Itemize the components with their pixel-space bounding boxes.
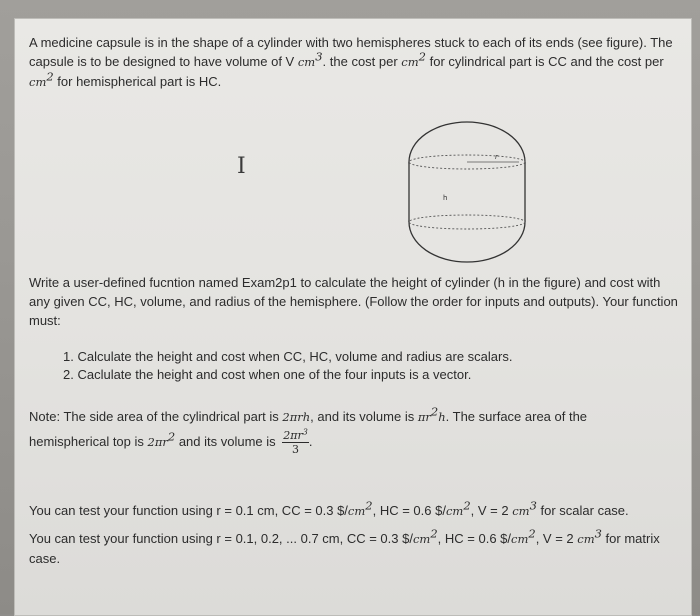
capsule-figure	[407, 117, 557, 267]
task-description: Write a user-defined fucntion named Exam2p1 to calculate the height of cylinder (h in the figure) and cost with any given CC, HC, volume, and radius of the hemisphere. (Follow the order for inputs and outputs). Your function must:	[29, 275, 678, 328]
radius-label: r	[495, 153, 498, 161]
problem-intro: A medicine capsule is in the shape of a cylinder with two hemispheres stuck to each of its ends (see figure). The capsule is to be designed to have volume of V $cm^3$. the cost per $cm^2$ for cylindrical part is CC and the cost per $cm^2$ for hemispherical part is HC.	[29, 35, 673, 89]
capsule-cylinder	[409, 162, 525, 222]
text-cursor-icon: I	[237, 154, 246, 179]
document-page	[14, 18, 692, 616]
list-item: 2. Caclulate the height and cost when one of the four inputs is a vector.	[63, 367, 472, 382]
hemisphere-volume-fraction: $\frac{2\pi r^3}{3}$	[283, 427, 308, 456]
note-line-2: hemispherical top is $2\pi r^2$ and its volume is $\frac{2\pi r^3}{3}$ .	[29, 427, 313, 456]
height-label: h	[443, 194, 448, 202]
note-line-1: Note: The side area of the cylindrical part is 2πrh, and its volume is $\pi r^2h$. The surface area of the	[29, 404, 588, 424]
list-item: 1. Calculate the height and cost when CC, HC, volume and radius are scalars.	[63, 349, 513, 364]
test-scalar-case: You can test your function using r = 0.1 cm, CC = 0.3 $\$/cm^2$, HC = 0.6 $\$/cm^2$, V = 2 $cm^3$ for scalar case.	[29, 498, 629, 518]
test-matrix-case: You can test your function using r = 0.1, 0.2, ... 0.7 cm, CC = 0.3 $\$/cm^2$, HC = 0.6 $\$/cm^2$, V = 2 $cm^3$ for matrix case.	[29, 526, 660, 566]
